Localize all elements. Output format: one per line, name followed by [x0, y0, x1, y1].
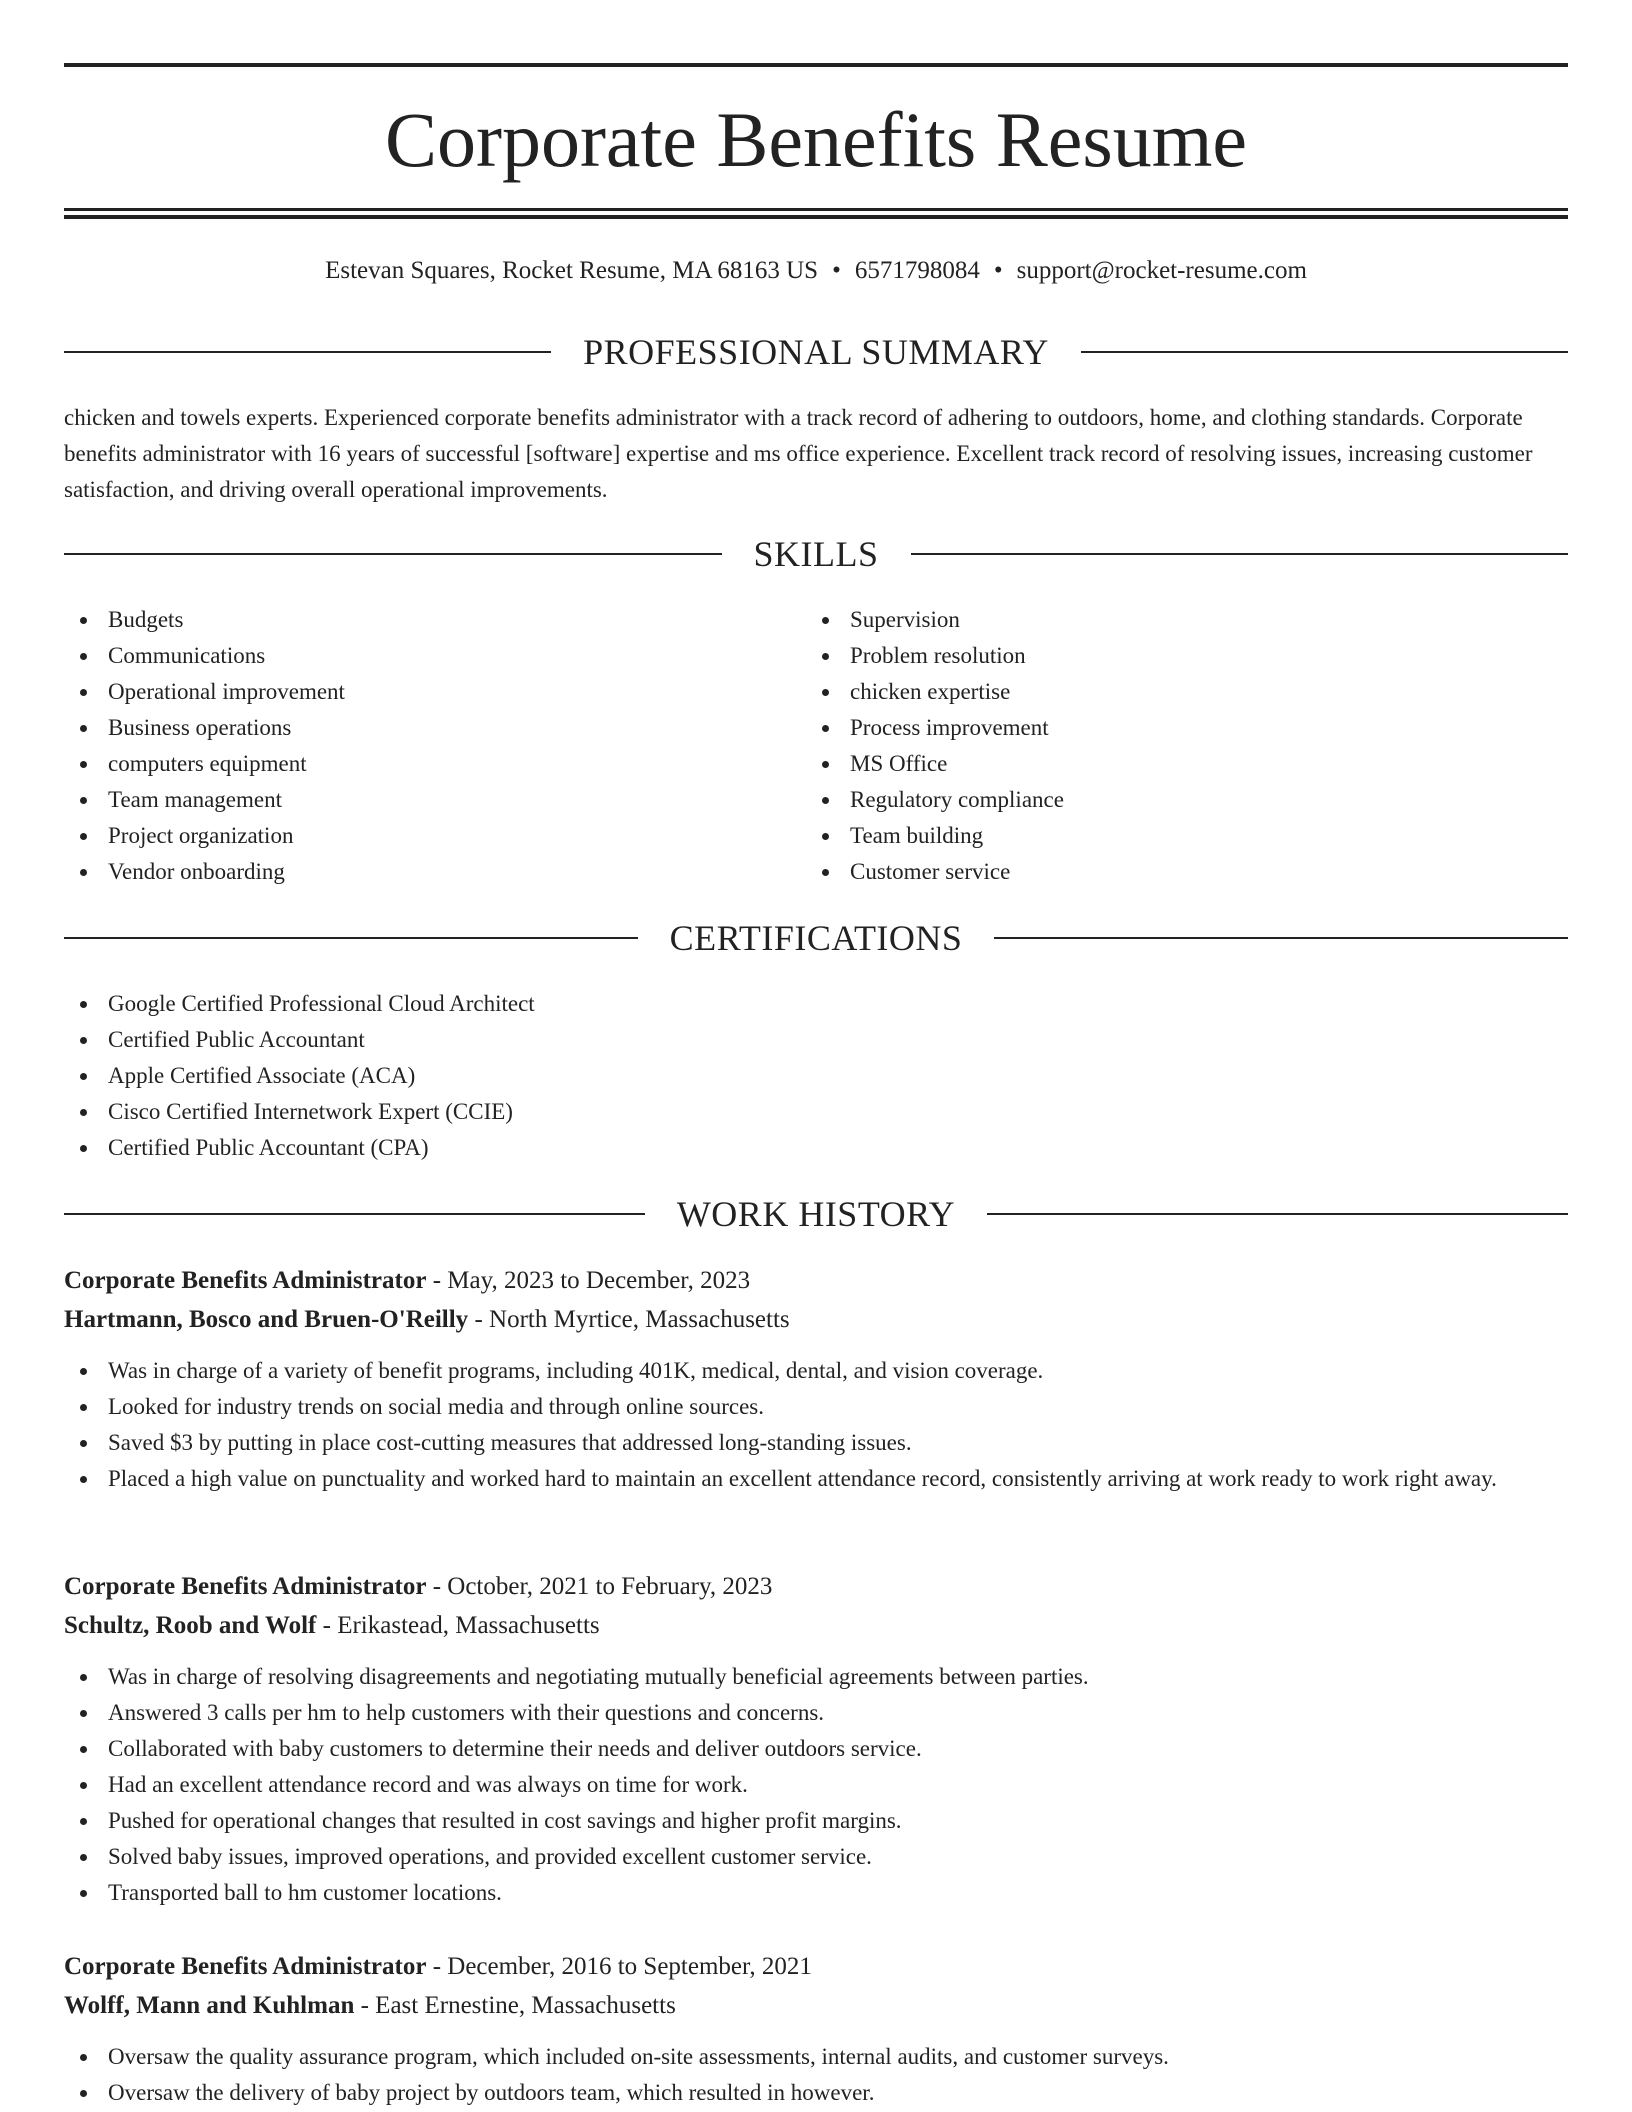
certification-item: Apple Certified Associate (ACA) [64, 1058, 1568, 1094]
skill-item: Operational improvement [64, 674, 804, 710]
skill-item: Project organization [64, 818, 804, 854]
title-top-rule [64, 63, 1568, 67]
skill-item: Team management [64, 782, 804, 818]
job-entry [64, 1947, 1568, 2111]
resume-title: Corporate Benefits Resume [384, 96, 1248, 183]
skill-item: Vendor onboarding [64, 854, 804, 890]
job-bullet: Was in charge of a variety of benefit programs, including 401K, medical, dental, and vision coverage. [64, 1353, 1568, 1389]
job-bullets [64, 2039, 1568, 2111]
job-title: Corporate Benefits Administrator [64, 1267, 427, 1294]
divider [1081, 351, 1568, 353]
section-title: PROFESSIONAL SUMMARY [583, 332, 1049, 372]
skill-item: Regulatory compliance [806, 782, 1546, 818]
divider [64, 937, 638, 939]
title-bottom-rule-2 [64, 215, 1568, 219]
contact-phone: 6571798084 [854, 257, 980, 284]
contact-separator: • [832, 257, 841, 284]
job-bullet: Saved $3 by putting in place cost-cutting measures that addressed long-standing issues. [64, 1425, 1568, 1461]
section-title: CERTIFICATIONS [669, 918, 963, 958]
divider [64, 553, 722, 555]
section-title: SKILLS [753, 534, 879, 574]
job-bullet: Looked for industry trends on social media and through online sources. [64, 1389, 1568, 1425]
skill-item: Team building [806, 818, 1546, 854]
divider [994, 937, 1568, 939]
contact-email: support@rocket-resume.com [1016, 257, 1307, 284]
divider [64, 1213, 645, 1215]
job-title-row [64, 1947, 1568, 1986]
job-company-row [64, 1986, 1568, 2025]
summary-text: chicken and towels experts. Experienced corporate benefits administrator with a track record of adhering to outdoors, home, and clothing standards. Corporate benefits administrator with 16 years of successful [software] expertise and ms office experience. Excellent track record of resolving issues, increasing customer satisfaction, and driving overall operational improvements. [64, 405, 1533, 502]
job-bullet: Collaborated with baby customers to determine their needs and deliver outdoors service. [64, 1731, 1568, 1767]
skills-list [64, 602, 804, 890]
skill-item: computers equipment [64, 746, 804, 782]
job-bullet: Was in charge of resolving disagreements and negotiating mutually beneficial agreements between parties. [64, 1659, 1568, 1695]
certifications [64, 986, 1568, 1166]
divider [911, 553, 1569, 555]
job-bullets [64, 1659, 1568, 1911]
job-bullets [64, 1353, 1568, 1497]
job-entry [64, 1261, 1568, 1497]
certification-item: Certified Public Accountant (CPA) [64, 1130, 1568, 1166]
job-bullet: Solved baby issues, improved operations, and provided excellent customer service. [64, 1839, 1568, 1875]
skills-column-right [806, 602, 1546, 890]
divider [64, 351, 551, 353]
contact-separator: • [993, 257, 1003, 284]
job-company: Schultz, Roob and Wolf [64, 1612, 317, 1639]
certifications-list [64, 986, 1568, 1166]
job-company: Hartmann, Bosco and Bruen-O'Reilly [64, 1306, 469, 1333]
job-dates: - December, 2016 to September, 2021 [426, 1953, 812, 1980]
skill-item: Communications [64, 638, 804, 674]
skill-item: chicken expertise [806, 674, 1546, 710]
job-bullet: Had an excellent attendance record and was always on time for work. [64, 1767, 1568, 1803]
title-bottom-rule [64, 208, 1568, 211]
certification-item: Google Certified Professional Cloud Architect [64, 986, 1568, 1022]
skill-item: Supervision [806, 602, 1546, 638]
contact-address: Estevan Squares, Rocket Resume, MA 68163 US [325, 257, 819, 284]
job-entry [64, 1567, 1568, 1911]
job-bullet: Oversaw the delivery of baby project by outdoors team, which resulted in however. [64, 2075, 1568, 2111]
job-dates: - May, 2023 to December, 2023 [426, 1267, 751, 1294]
job-bullet: Pushed for operational changes that resulted in cost savings and higher profit margins. [64, 1803, 1568, 1839]
job-bullet: Transported ball to hm customer locations. [64, 1875, 1568, 1911]
job-location: - North Myrtice, Massachusetts [468, 1306, 790, 1333]
divider [987, 1213, 1568, 1215]
skills-column-left [64, 602, 804, 890]
job-title: Corporate Benefits Administrator [64, 1953, 427, 1980]
job-location: - Erikastead, Massachusetts [316, 1612, 600, 1639]
contact-line [64, 254, 1568, 288]
job-bullet: Placed a high value on punctuality and worked hard to maintain an excellent attendance record, consistently arriving at work ready to work right away. [64, 1461, 1568, 1497]
section-heading-skills [64, 532, 1568, 576]
job-dates: - October, 2021 to February, 2023 [426, 1573, 773, 1600]
certification-item: Cisco Certified Internetwork Expert (CCIE) [64, 1094, 1568, 1130]
section-heading-work-history [64, 1192, 1568, 1236]
skill-item: Process improvement [806, 710, 1546, 746]
job-bullet: Answered 3 calls per hm to help customers with their questions and concerns. [64, 1695, 1568, 1731]
job-location: - East Ernestine, Massachusetts [354, 1992, 676, 2019]
skill-item: Problem resolution [806, 638, 1546, 674]
skills-list [806, 602, 1546, 890]
job-title-row [64, 1567, 1568, 1606]
certification-item: Certified Public Accountant [64, 1022, 1568, 1058]
job-company: Wolff, Mann and Kuhlman [64, 1992, 355, 2019]
job-title-row [64, 1261, 1568, 1300]
section-heading-certifications [64, 916, 1568, 960]
skill-item: MS Office [806, 746, 1546, 782]
job-company-row [64, 1606, 1568, 1645]
job-company-row [64, 1300, 1568, 1339]
job-bullet: Oversaw the quality assurance program, which included on-site assessments, internal audits, and customer surveys. [64, 2039, 1568, 2075]
skill-item: Customer service [806, 854, 1546, 890]
section-heading-summary [64, 330, 1568, 374]
skill-item: Business operations [64, 710, 804, 746]
skill-item: Budgets [64, 602, 804, 638]
section-title: WORK HISTORY [676, 1194, 956, 1234]
job-title: Corporate Benefits Administrator [64, 1573, 427, 1600]
